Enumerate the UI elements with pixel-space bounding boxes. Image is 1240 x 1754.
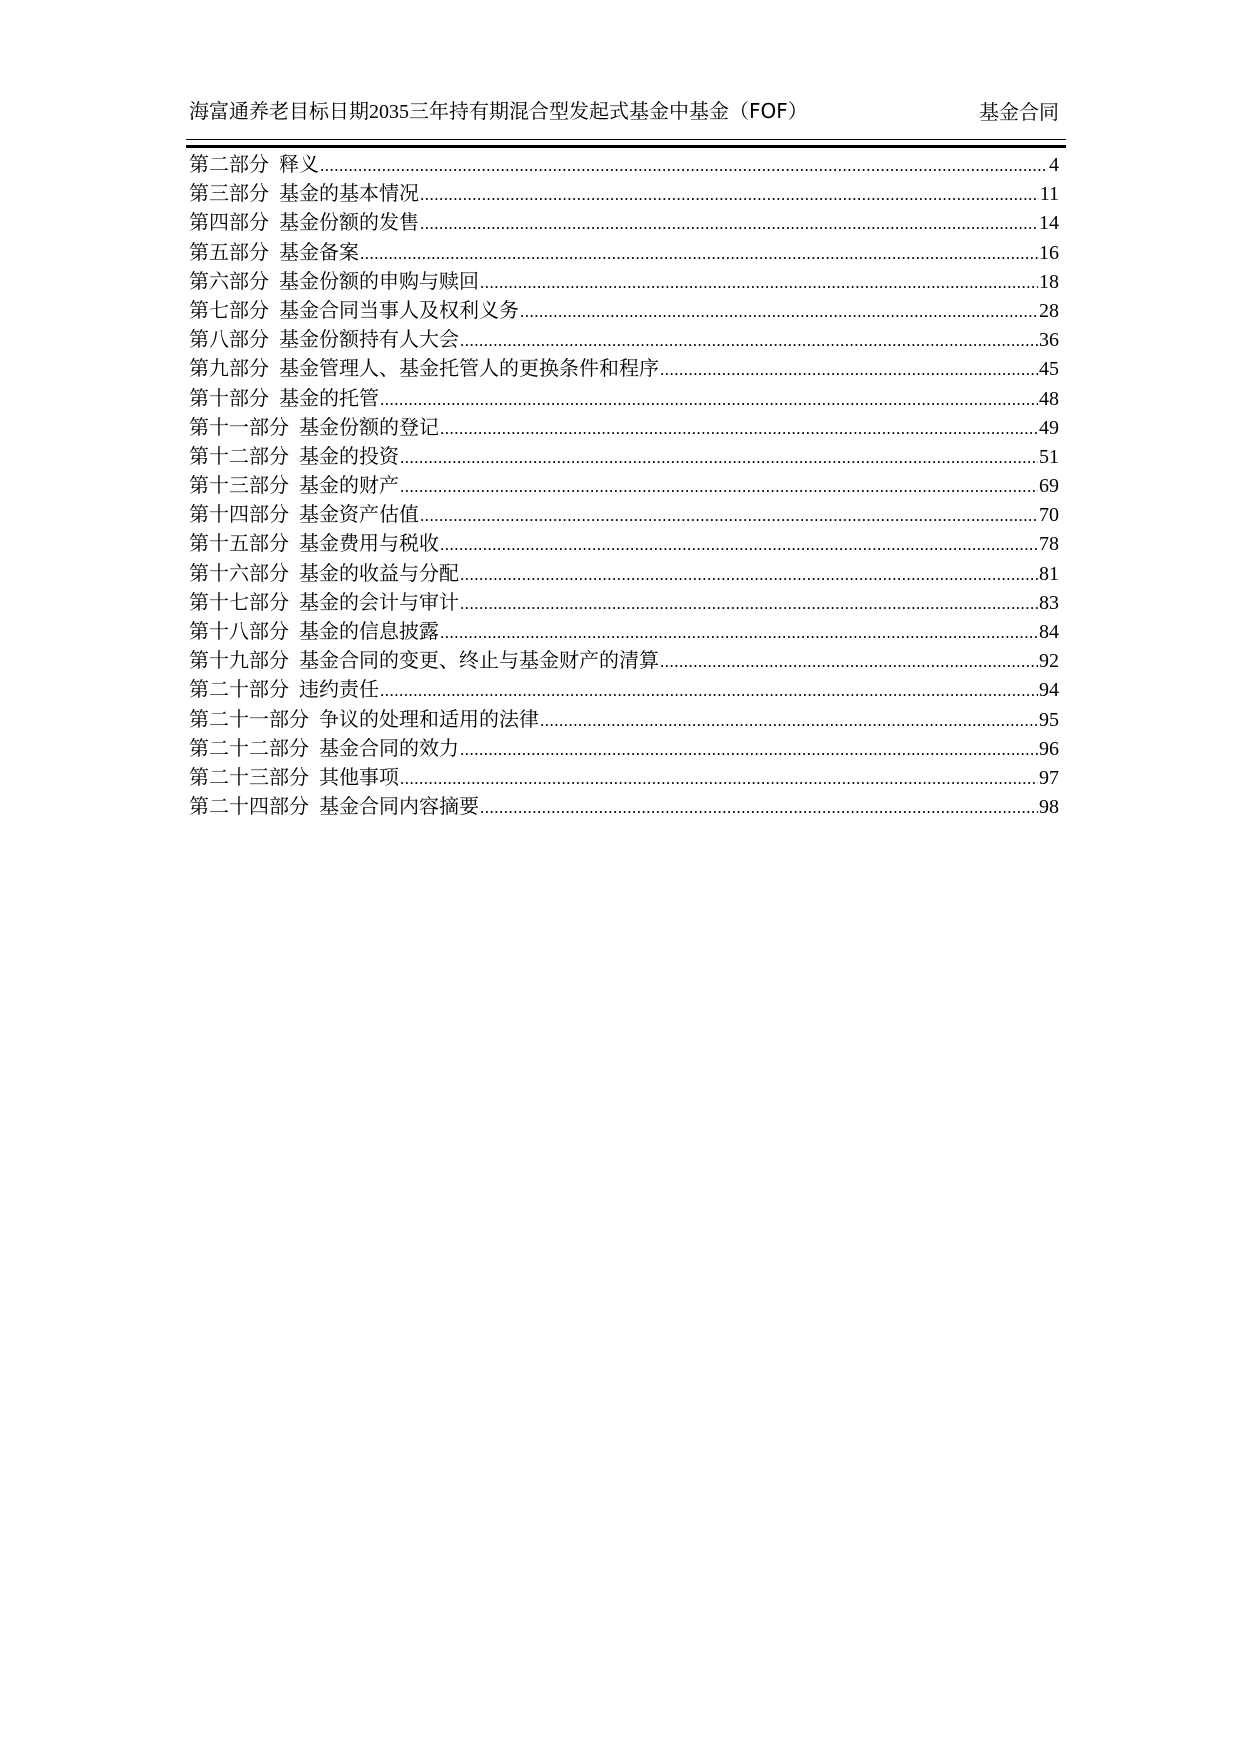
toc-entry[interactable]	[189, 763, 1059, 792]
toc-entry[interactable]	[189, 500, 1059, 529]
toc-dot-leader	[660, 355, 1038, 384]
toc-entry-part: 第十四部分	[189, 502, 289, 527]
toc-entry-title: 基金的信息披露	[299, 619, 439, 643]
toc-entry-page-number: 28	[1039, 299, 1059, 322]
header-title-prefix: 海富通养老目标日期	[189, 99, 369, 123]
toc-entry-title: 基金费用与税收	[299, 531, 439, 556]
toc-entry-page-number: 81	[1039, 562, 1059, 585]
toc-entry[interactable]	[189, 179, 1059, 208]
toc-entry[interactable]	[189, 792, 1059, 821]
toc-entry[interactable]	[189, 413, 1059, 442]
toc-dot-leader	[480, 793, 1038, 822]
toc-dot-leader	[440, 618, 1038, 647]
toc-entry-title: 基金合同当事人及权利义务	[279, 297, 519, 322]
toc-entry-page-number: 45	[1039, 358, 1059, 381]
toc-entry-title: 基金份额的发售	[279, 210, 419, 235]
toc-entry-title: 基金合同的效力	[319, 735, 459, 760]
header-fund-name	[189, 99, 808, 124]
toc-entry-page-number: 16	[1039, 241, 1059, 264]
toc-entry-page-number: 95	[1039, 708, 1059, 731]
toc-entry-title: 争议的处理和适用的法律	[319, 706, 539, 731]
toc-dot-leader	[440, 414, 1038, 443]
toc-entry-title: 基金份额的申购与赎回	[279, 268, 479, 293]
toc-entry-page-number: 18	[1039, 270, 1059, 293]
toc-dot-leader	[400, 764, 1038, 793]
toc-entry-part: 第十一部分	[189, 414, 289, 439]
toc-dot-leader	[440, 530, 1038, 559]
toc-dot-leader	[460, 735, 1038, 764]
toc-entry-page-number: 97	[1039, 766, 1059, 789]
toc-entry-title: 基金份额的登记	[299, 414, 439, 439]
toc-entry-page-number: 92	[1039, 650, 1059, 673]
toc-entry-title: 基金的会计与审计	[299, 589, 459, 614]
toc-dot-leader	[360, 239, 1038, 268]
toc-dot-leader	[520, 297, 1038, 326]
toc-entry[interactable]	[189, 354, 1059, 383]
toc-entry-page-number: 49	[1039, 416, 1059, 439]
toc-entry[interactable]	[189, 617, 1059, 646]
toc-entry[interactable]	[189, 238, 1059, 267]
toc-entry-part: 第十六部分	[189, 560, 289, 585]
toc-entry-title: 基金的投资	[299, 443, 399, 468]
toc-entry-part: 第十九部分	[189, 648, 289, 673]
toc-entry-title: 其他事项	[319, 764, 399, 789]
toc-entry-page-number: 78	[1039, 533, 1059, 556]
toc-entry-title: 基金备案	[279, 239, 359, 264]
toc-entry-part: 第十三部分	[189, 473, 289, 498]
toc-entry-part: 第五部分	[189, 239, 269, 264]
toc-entry-page-number: 11	[1039, 183, 1059, 206]
toc-entry-page-number: 96	[1039, 737, 1059, 760]
toc-dot-leader	[460, 560, 1038, 589]
toc-entry[interactable]	[189, 559, 1059, 588]
toc-entry-part: 第四部分	[189, 210, 269, 235]
toc-dot-leader	[380, 676, 1038, 705]
toc-entry-page-number: 51	[1039, 445, 1059, 468]
toc-entry-part: 第二十二部分	[189, 735, 309, 760]
toc-dot-leader	[320, 151, 1048, 180]
header-title-year: 2035	[369, 101, 409, 123]
toc-entry-part: 第八部分	[189, 327, 269, 352]
toc-dot-leader	[420, 501, 1038, 530]
toc-entry-part: 第二十一部分	[189, 706, 309, 731]
toc-entry[interactable]	[189, 150, 1059, 179]
toc-dot-leader	[460, 589, 1038, 618]
toc-entry-title: 基金份额持有人大会	[279, 327, 459, 352]
toc-entry[interactable]	[189, 296, 1059, 325]
toc-entry-part: 第十部分	[189, 385, 269, 410]
toc-entry-title: 基金管理人、基金托管人的更换条件和程序	[279, 356, 659, 381]
toc-entry-title: 违约责任	[299, 677, 379, 702]
toc-entry-page-number: 36	[1039, 329, 1059, 352]
toc-entry-title: 基金的托管	[279, 385, 379, 410]
toc-entry[interactable]	[189, 208, 1059, 237]
toc-entry[interactable]	[189, 267, 1059, 296]
toc-entry[interactable]	[189, 529, 1059, 558]
toc-entry-title: 基金合同的变更、终止与基金财产的清算	[299, 648, 659, 673]
toc-entry-title: 基金合同内容摘要	[319, 794, 479, 819]
toc-entry-part: 第七部分	[189, 297, 269, 322]
toc-entry-page-number: 84	[1039, 621, 1059, 643]
page-header	[189, 92, 1059, 124]
toc-entry-part: 第十八部分	[189, 619, 289, 643]
toc-entry[interactable]	[189, 588, 1059, 617]
toc-entry-title: 基金的收益与分配	[299, 560, 459, 585]
table-of-contents	[189, 150, 1059, 821]
toc-dot-leader	[420, 209, 1038, 238]
toc-entry-part: 第十五部分	[189, 531, 289, 556]
toc-entry-page-number: 70	[1039, 504, 1059, 527]
header-doc-type: 基金合同	[979, 100, 1059, 124]
toc-entry-title: 基金的财产	[299, 473, 399, 498]
toc-entry[interactable]	[189, 734, 1059, 763]
toc-entry-title: 释义	[279, 152, 319, 176]
toc-entry-page-number: 69	[1039, 475, 1059, 498]
toc-entry-page-number: 94	[1039, 679, 1059, 702]
toc-entry-part: 第二十三部分	[189, 764, 309, 789]
toc-entry-part: 第十二部分	[189, 443, 289, 468]
toc-dot-leader	[540, 706, 1038, 735]
header-title-suffix: 三年持有期混合型发起式基金中基金（FOF）	[409, 99, 808, 123]
toc-entry-part: 第十七部分	[189, 589, 289, 614]
toc-entry-part: 第九部分	[189, 356, 269, 381]
toc-dot-leader	[480, 268, 1038, 297]
toc-entry[interactable]	[189, 675, 1059, 704]
toc-dot-leader	[660, 647, 1038, 676]
toc-dot-leader	[380, 385, 1038, 414]
toc-entry-title: 基金资产估值	[299, 502, 419, 527]
toc-entry-page-number: 4	[1049, 154, 1059, 176]
toc-entry[interactable]	[189, 705, 1059, 734]
toc-entry-part: 第二十部分	[189, 677, 289, 702]
header-rule-thick	[186, 145, 1066, 148]
toc-entry[interactable]	[189, 471, 1059, 500]
header-rule-thin	[186, 139, 1066, 140]
toc-entry-part: 第二部分	[189, 152, 269, 176]
toc-entry[interactable]	[189, 442, 1059, 471]
toc-entry-page-number: 48	[1039, 387, 1059, 410]
toc-dot-leader	[460, 326, 1038, 355]
toc-entry[interactable]	[189, 325, 1059, 354]
toc-dot-leader	[420, 180, 1039, 209]
toc-entry-page-number: 98	[1039, 796, 1059, 819]
toc-dot-leader	[400, 443, 1038, 472]
toc-entry[interactable]	[189, 646, 1059, 675]
toc-dot-leader	[400, 472, 1038, 501]
toc-entry-title: 基金的基本情况	[279, 181, 419, 206]
toc-entry-part: 第六部分	[189, 268, 269, 293]
toc-entry-part: 第三部分	[189, 181, 269, 206]
toc-entry-part: 第二十四部分	[189, 794, 309, 819]
toc-entry-page-number: 14	[1039, 212, 1059, 235]
toc-entry[interactable]	[189, 384, 1059, 413]
toc-entry-page-number: 83	[1039, 591, 1059, 614]
